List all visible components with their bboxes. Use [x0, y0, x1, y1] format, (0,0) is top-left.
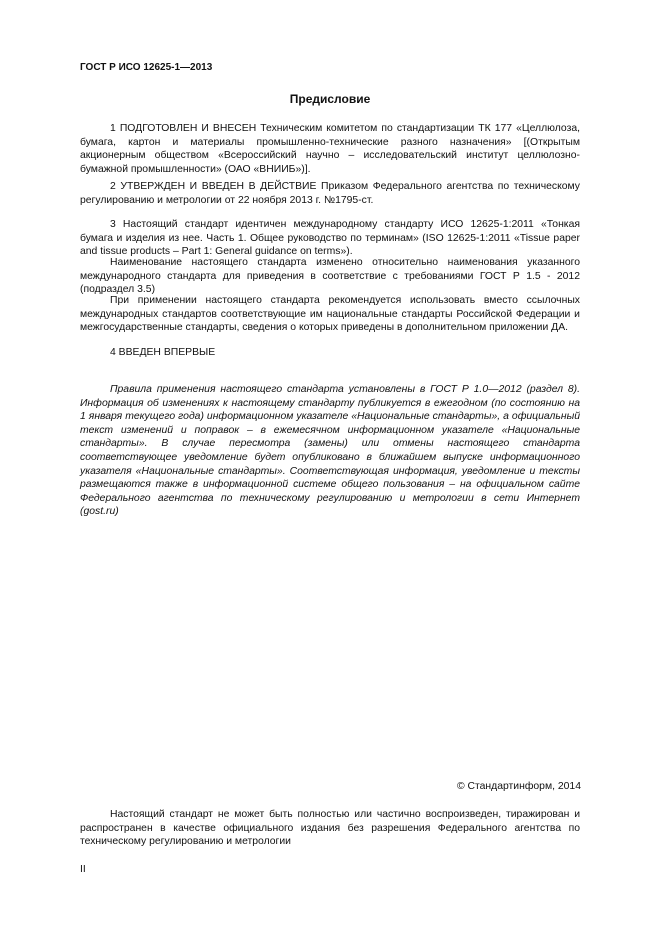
paragraph-5 — [80, 294, 580, 335]
paragraph-4-text: Наименование настоящего стандарта изменено относительно наименования указанного международного стандарта для приведения в соответствие с требованиями ГОСТ Р 1.5 - 2012 (подраздел 3.5) — [80, 257, 580, 296]
paragraph-1-text: 1 ПОДГОТОВЛЕН И ВНЕСЕН Техническим комитетом по стандартизации ТК 177 «Целлюлоза, бумага, картон и материалы промышленно-технические разного назначения» [(Открытым акционерным обществом «Всероссийский научно – исследовательский институт целлюлозно-бумажной промышленности» (ОАО «ВНИИБ»)]. — [80, 123, 580, 175]
application-notice-text: Правила применения настоящего стандарта установлены в ГОСТ Р 1.0—2012 (раздел 8). Информация об изменениях к настоящему стандарту публикуется в ежегодном (по состоянию на 1 января текущего года) информационном указателе «Национальные стандарты», а официальный текст изменений и поправок – в ежемесячном информационном указателе «Национальные стандарты». В случае пересмотра (замены) или отмены настоящего стандарта соответствующее уведомление будет опубликовано в ближайшем выпуске информационного указателя «Национальные стандарты». Соответствующая информация, уведомление и тексты размещаются также в информационной системе общего пользования – на официальном сайте Федерального агентства по техническому регулированию и метрологии в сети Интернет (gost.ru) — [80, 384, 580, 518]
paragraph-3 — [80, 218, 580, 259]
paragraph-3-text: 3 Настоящий стандарт идентичен международному стандарту ИСО 12625-1:2011 «Тонкая бумага и изделия из нее. Часть 1. Общее руководство по терминам» (ISO 12625-1:2011 «Tissue paper and tissue products – Part 1: General guidance on terms»). — [80, 219, 580, 258]
page-number: II — [80, 864, 86, 875]
paragraph-2-text: 2 УТВЕРЖДЕН И ВВЕДЕН В ДЕЙСТВИЕ Приказом Федерального агентства по техническому регулированию и метрологии от 22 ноября 2013 г. №1795-ст. — [80, 181, 580, 206]
paragraph-6 — [80, 346, 580, 360]
paragraph-6-text: 4 ВВЕДЕН ВПЕРВЫЕ — [110, 347, 216, 358]
paragraph-5-text: При применении настоящего стандарта рекомендуется использовать вместо ссылочных международных стандартов соответствующие им национальные стандарты Российской Федерации и межгосударственные стандарты, сведения о которых приведены в дополнительном приложении ДА. — [80, 295, 580, 334]
paragraph-4 — [80, 256, 580, 297]
reproduction-notice-text: Настоящий стандарт не может быть полностью или частично воспроизведен, тиражирован и распространен в качестве официального издания без разрешения Федерального агентства по техническому регулированию и метрологии — [80, 809, 580, 848]
copyright-line: © Стандартинформ, 2014 — [456, 781, 581, 792]
reproduction-notice — [80, 808, 580, 849]
paragraph-1 — [80, 122, 580, 176]
page-title: Предисловие — [289, 92, 371, 106]
application-notice — [80, 383, 580, 519]
standard-id-header: ГОСТ Р ИСО 12625-1—2013 — [80, 62, 213, 73]
paragraph-2 — [80, 180, 580, 207]
